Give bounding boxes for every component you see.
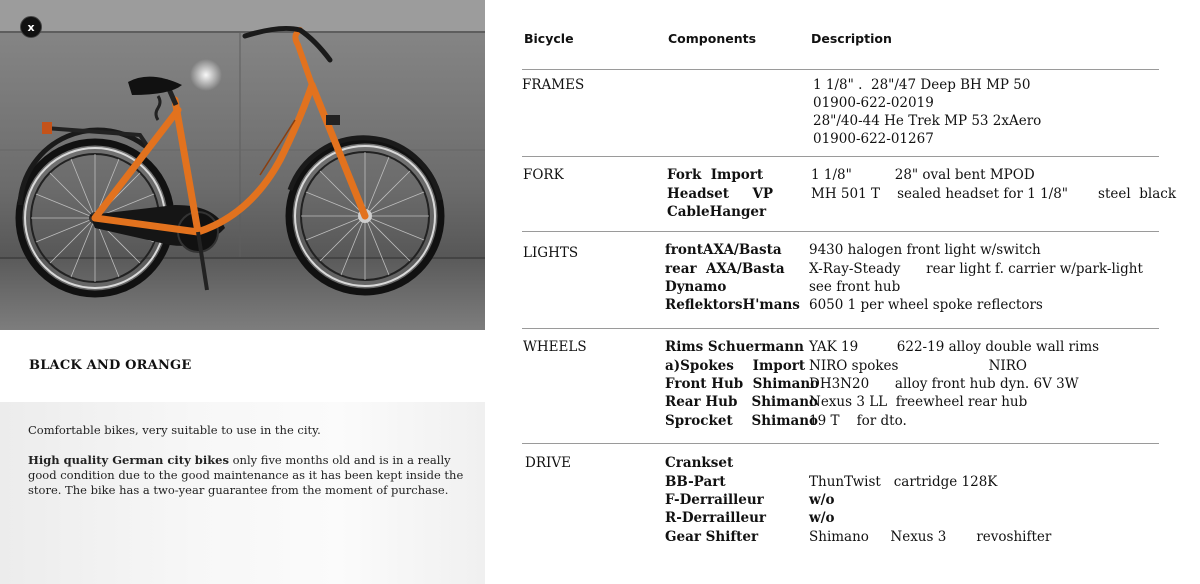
header-bicycle: Bicycle [524, 31, 574, 46]
section-wheels: WHEELS [523, 339, 587, 355]
lights-component-4: ReflektorsH'mans [665, 297, 800, 313]
frames-desc-3: 28"/40-44 He Trek MP 53 2xAero [813, 113, 1042, 129]
drive-component-1: Crankset [665, 455, 734, 471]
close-button[interactable]: x [20, 16, 42, 38]
fork-value-1: 1 1/8" 28" oval bent MPOD [811, 167, 1035, 183]
divider [522, 443, 1159, 444]
fork-component-3: CableHanger [667, 204, 767, 220]
frames-desc-2: 01900-622-02019 [813, 95, 934, 111]
lights-value-4: 6050 1 per wheel spoke reflectors [809, 297, 1043, 313]
drive-component-5: Gear Shifter [665, 529, 759, 545]
wheels-component-2: a)Spokes Import [665, 358, 806, 374]
wheels-component-1: Rims Schuermann [665, 339, 804, 355]
description-detail [28, 453, 468, 498]
description-intro: Comfortable bikes, very suitable to use in the city. [28, 423, 321, 437]
wheels-component-5: Sprocket Shimano [665, 413, 819, 429]
bicycle-photo [0, 0, 485, 330]
lights-component-2: rear AXA/Basta [665, 261, 785, 277]
fork-component-1: Fork Import [667, 167, 764, 183]
drive-value-5: Shimano Nexus 3 revoshifter [809, 529, 1052, 545]
lights-component-3: Dynamo [665, 279, 727, 295]
wheels-value-3: DH3N20 alloy front hub dyn. 6V 3W [809, 376, 1079, 392]
product-title: BLACK AND ORANGE [29, 358, 192, 373]
divider [522, 69, 1159, 70]
wheels-value-5: 19 T for dto. [809, 413, 907, 429]
drive-component-3: F-Derrailleur [665, 492, 764, 508]
header-description: Description [811, 31, 892, 46]
lights-value-3: see front hub [809, 279, 901, 295]
drive-value-3: w/o [809, 492, 835, 508]
wheels-value-1: YAK 19 622-19 alloy double wall rims [809, 339, 1100, 355]
section-lights: LIGHTS [523, 245, 579, 261]
wheels-value-4: Nexus 3 LL freewheel rear hub [809, 394, 1028, 410]
section-drive: DRIVE [525, 455, 571, 471]
section-fork: FORK [523, 167, 564, 183]
header-components: Components [668, 31, 757, 46]
product-description [28, 423, 468, 513]
lights-value-2: X-Ray-Steady rear light f. carrier w/park-light [809, 261, 1143, 277]
drive-value-4: w/o [809, 510, 835, 526]
lights-component-1: frontAXA/Basta [665, 242, 782, 258]
fork-value-2: MH 501 T sealed headset for 1 1/8" steel black [811, 186, 1177, 202]
product-panel [0, 0, 485, 584]
divider [522, 328, 1159, 329]
description-rest: only five months old and is in a really good condition due to the good maintenance as it has been kept inside the store. The bike has a two-year guarantee from the moment of purchase. [28, 453, 464, 497]
drive-component-2: BB-Part [665, 474, 726, 490]
section-frames: FRAMES [522, 77, 585, 93]
divider [522, 231, 1159, 232]
frames-desc-4: 01900-622-01267 [813, 131, 934, 147]
wheels-component-4: Rear Hub Shimano [665, 394, 819, 410]
wheels-value-2: NIRO spokes NIRO [809, 358, 1027, 374]
drive-component-4: R-Derrailleur [665, 510, 766, 526]
divider [522, 156, 1159, 157]
lights-value-1: 9430 halogen front light w/switch [809, 242, 1041, 258]
fork-component-2: Headset VP [667, 186, 774, 202]
description-highlight: High quality German city bikes [28, 453, 229, 467]
wheels-component-3: Front Hub Shimano [665, 376, 820, 392]
frames-desc-1: 1 1/8" . 28"/47 Deep BH MP 50 [813, 77, 1031, 93]
drive-value-2: ThunTwist cartridge 128K [809, 474, 998, 490]
